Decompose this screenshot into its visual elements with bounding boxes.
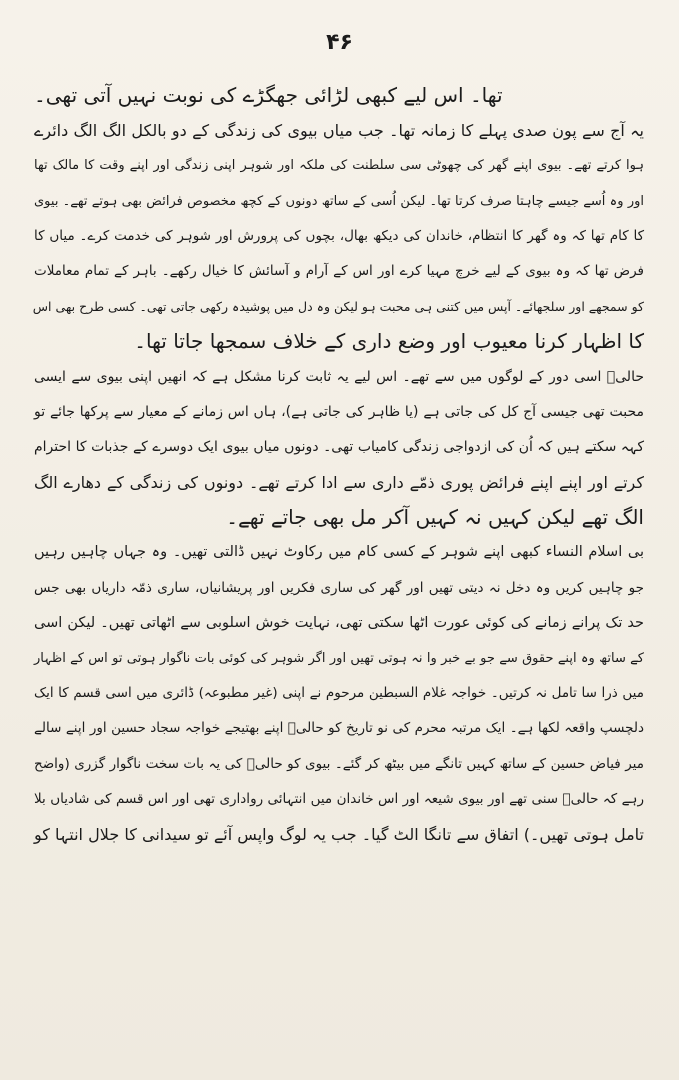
text-line: کہہ سکتے ہیں کہ اُن کی ازدواجی زندگی کامیاب تھی۔ دونوں میاں بیوی ایک دوسرے کے جذبات کا احترام [34,438,644,455]
text-line: رہے کہ حالیؔ سنی تھے اور بیوی شیعہ اور اس خاندان میں انتہائی رواداری تھی اور اس قسم کی شادیاں بلا [34,790,644,807]
text-line: جو چاہیں کریں وہ دخل نہ دیتی تھیں اور گھر کی ساری فکریں اور پریشانیاں، ساری ذمّہ داریاں بھی جس [34,579,644,596]
text-line: ہوا کرتے تھے۔ بیوی اپنے گھر کی چھوٹی سی سلطنت کی ملکہ اور شوہر اپنی زندگی اور اپنے وقت کا مالک تھا [34,158,644,174]
text-line: کا اظہار کرنا معیوب اور وضع داری کے خلاف سمجھا جاتا تھا۔ [134,329,644,354]
text-line: فرض تھا کہ وہ بیوی کے لیے خرچ مہیا کرے اور اس کے آرام و آسائش کا خیال رکھے۔ باہر کے تمام معاملات [34,262,644,279]
text-line: میں ذرا سا تامل نہ کرتیں۔ خواجہ غلام السبطین مرحوم نے اپنی (غیر مطبوعہ) ڈائری میں اسی قسم کا ایک [34,685,644,702]
text-line: میر فیاض حسین کے ساتھ کہیں تانگے میں بیٹھ کر گئے۔ بیوی کو حالیؔ کی یہ بات سخت ناگوار گزری (واضح [34,755,644,772]
text-line: اور وہ اُسے جیسے چاہتا صرف کرتا تھا۔ لیکن اُسی کے ساتھ دونوں کے کچھ مخصوص فرائض بھی ہوتے تھے۔ بیوی [34,193,644,209]
text-line: کا کام تھا کہ وہ گھر کا انتظام، خاندان کی دیکھ بھال، بچوں کی پرورش اور شوہر کی خدمت کرے۔ میاں کا [34,227,644,244]
text-line: محبت تھی جیسی آج کل کی جاتی ہے (یا ظاہر کی جاتی ہے)، ہاں اس زمانے کے معیار سے پرکھا جائے تو [34,403,644,420]
page-number: ۴۶ [326,30,353,55]
text-line: حالیؔ اسی دور کے لوگوں میں سے تھے۔ اس لیے یہ ثابت کرنا مشکل ہے کہ انھیں اپنی بیوی سے ایسی [34,368,644,385]
text-line: کو سمجھے اور سلجھائے۔ آپس میں کتنی ہی محبت ہو لیکن وہ دل میں پوشیدہ رکھی جاتی تھی۔ کسی طرح بھی اس [32,299,644,315]
text-line: تامل ہوتی تھیں۔) اتفاق سے تانگا الٹ گیا۔ جب یہ لوگ واپس آئے تو سیدانی کا جلال انتہا کو [34,824,644,844]
text-line: دلچسپ واقعہ لکھا ہے۔ ایک مرتبہ محرم کی نو تاریخ کو حالیؔ اپنے بھتیجے خواجہ سجاد حسین اور اپنے سالے [34,720,644,737]
text-line: کے ساتھ وہ اپنے حقوق سے جو بے خبر وا نہ ہوتی تھیں اور اگر شوہر کی کوئی بات ناگوار ہوتی تو اس کے اظہار [34,651,644,666]
page-text [34,78,644,852]
text-line: حد تک پرانے زمانے کی کوئی عورت اٹھا سکتی تھی، نہایت خوش اسلوبی سے اٹھاتی تھیں۔ لیکن اسی [34,614,644,631]
text-line: بی اسلام النساء کبھی اپنے شوہر کے کسی کام میں رکاوٹ نہیں ڈالتی تھیں۔ وہ جہاں چاہیں رہیں [34,544,644,561]
text-line: کرتے اور اپنے اپنے فرائض پوری ذمّے داری سے ادا کرتے تھے۔ دونوں کی زندگی کے دھارے الگ [34,473,644,493]
text-line: تھا۔ اس لیے کبھی لڑائی جھگڑے کی نوبت نہیں آتی تھی۔ [34,83,503,107]
text-line: یہ آج سے پون صدی پہلے کا زمانہ تھا۔ جب میاں بیوی کی زندگی کے دو بالکل الگ الگ دائرے [34,121,644,141]
text-line: الگ تھے لیکن کہیں نہ کہیں آکر مل بھی جاتے تھے۔ [226,505,644,530]
